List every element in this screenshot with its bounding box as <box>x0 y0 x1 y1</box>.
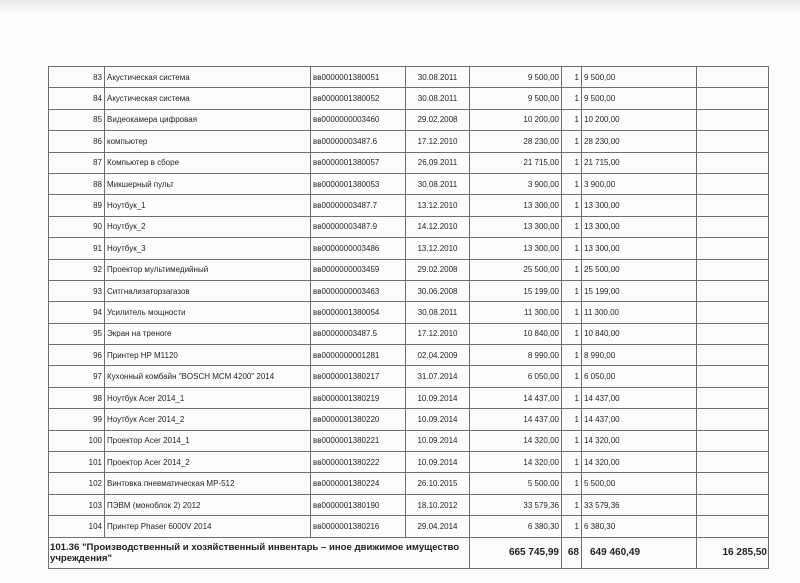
extra-cell <box>697 238 769 259</box>
item-name: Кухонный комбайн "BOSCH MCM 4200" 2014 <box>105 366 311 387</box>
quantity: 1 <box>562 131 582 152</box>
balance-value: 6 380,30 <box>582 516 697 537</box>
balance-value: 13 300,00 <box>582 216 697 237</box>
balance-value: 13 300,00 <box>582 238 697 259</box>
extra-cell <box>697 430 769 451</box>
total-qty: 68 <box>562 537 582 568</box>
balance-value: 28 230,00 <box>582 131 697 152</box>
inventory-code: вв00000003487.6 <box>311 131 406 152</box>
extra-cell <box>697 387 769 408</box>
table-row <box>49 323 769 344</box>
item-name: компьютер <box>105 131 311 152</box>
acquisition-date: 26.10.2015 <box>406 473 470 494</box>
table-row <box>49 516 769 537</box>
row-number: 86 <box>49 131 105 152</box>
quantity: 1 <box>562 345 582 366</box>
inventory-code: вв00000003487.5 <box>311 323 406 344</box>
inventory-code: вв00000003487.7 <box>311 195 406 216</box>
acquisition-date: 30.06.2008 <box>406 280 470 301</box>
balance-value: 14 437,00 <box>582 409 697 430</box>
balance-value: 14 320,00 <box>582 430 697 451</box>
cost-value: 10 840,00 <box>470 323 562 344</box>
acquisition-date: 14.12.2010 <box>406 216 470 237</box>
item-name: Принтер Phaser 6000V 2014 <box>105 516 311 537</box>
balance-value: 3 900,00 <box>582 173 697 194</box>
quantity: 1 <box>562 67 582 88</box>
cost-value: 21 715,00 <box>470 152 562 173</box>
row-number: 85 <box>49 109 105 130</box>
acquisition-date: 30.08.2011 <box>406 88 470 109</box>
balance-value: 10 200,00 <box>582 109 697 130</box>
row-number: 104 <box>49 516 105 537</box>
quantity: 1 <box>562 88 582 109</box>
inventory-code: вв00000003487.9 <box>311 216 406 237</box>
item-name: Ноутбук Acer 2014_2 <box>105 409 311 430</box>
extra-cell <box>697 216 769 237</box>
table-row <box>49 67 769 88</box>
row-number: 91 <box>49 238 105 259</box>
acquisition-date: 29.02.2008 <box>406 109 470 130</box>
total-row <box>49 537 769 568</box>
quantity: 1 <box>562 109 582 130</box>
cost-value: 25 500,00 <box>470 259 562 280</box>
item-name: Компьютер в сборе <box>105 152 311 173</box>
item-name: Ноутбук_2 <box>105 216 311 237</box>
item-name: Ноутбук_1 <box>105 195 311 216</box>
balance-value: 10 840,00 <box>582 323 697 344</box>
row-number: 89 <box>49 195 105 216</box>
table-row <box>49 494 769 515</box>
item-name: Ситгнализаторзагазов <box>105 280 311 301</box>
acquisition-date: 29.02.2008 <box>406 259 470 280</box>
row-number: 90 <box>49 216 105 237</box>
quantity: 1 <box>562 366 582 387</box>
balance-value: 14 437,00 <box>582 387 697 408</box>
extra-cell <box>697 152 769 173</box>
inventory-code: вв0000001380216 <box>311 516 406 537</box>
acquisition-date: 30.08.2011 <box>406 302 470 323</box>
inventory-code: вв0000001380220 <box>311 409 406 430</box>
quantity: 1 <box>562 516 582 537</box>
row-number: 93 <box>49 280 105 301</box>
item-name: Видеокамера цифровая <box>105 109 311 130</box>
quantity: 1 <box>562 259 582 280</box>
table-row <box>49 387 769 408</box>
extra-cell <box>697 516 769 537</box>
quantity: 1 <box>562 452 582 473</box>
row-number: 94 <box>49 302 105 323</box>
acquisition-date: 30.08.2011 <box>406 173 470 194</box>
extra-cell <box>697 131 769 152</box>
row-number: 92 <box>49 259 105 280</box>
inventory-code: вв0000001380219 <box>311 387 406 408</box>
extra-cell <box>697 280 769 301</box>
total-price: 665 745,99 <box>470 537 562 568</box>
cost-value: 3 900,00 <box>470 173 562 194</box>
quantity: 1 <box>562 280 582 301</box>
item-name: ПЭВМ (моноблок 2) 2012 <box>105 494 311 515</box>
quantity: 1 <box>562 216 582 237</box>
inventory-code: вв0000000003459 <box>311 259 406 280</box>
table-row <box>49 345 769 366</box>
cost-value: 14 437,00 <box>470 387 562 408</box>
balance-value: 6 050,00 <box>582 366 697 387</box>
acquisition-date: 18.10.2012 <box>406 494 470 515</box>
inventory-code: вв0000000003463 <box>311 280 406 301</box>
balance-value: 21 715,00 <box>582 152 697 173</box>
balance-value: 15 199,00 <box>582 280 697 301</box>
table-row <box>49 195 769 216</box>
inventory-table <box>48 66 769 569</box>
extra-cell <box>697 345 769 366</box>
row-number: 87 <box>49 152 105 173</box>
row-number: 101 <box>49 452 105 473</box>
item-name: Ноутбук_3 <box>105 238 311 259</box>
quantity: 1 <box>562 173 582 194</box>
cost-value: 15 199,00 <box>470 280 562 301</box>
row-number: 102 <box>49 473 105 494</box>
item-name: Усилитель мощности <box>105 302 311 323</box>
acquisition-date: 31.07.2014 <box>406 366 470 387</box>
quantity: 1 <box>562 387 582 408</box>
extra-cell <box>697 494 769 515</box>
item-name: Микшерный пульт <box>105 173 311 194</box>
item-name: Принтер HP M1120 <box>105 345 311 366</box>
scan-shadow <box>0 0 800 14</box>
acquisition-date: 29.04.2014 <box>406 516 470 537</box>
acquisition-date: 26.09.2011 <box>406 152 470 173</box>
quantity: 1 <box>562 152 582 173</box>
row-number: 84 <box>49 88 105 109</box>
acquisition-date: 10.09.2014 <box>406 452 470 473</box>
table-row <box>49 409 769 430</box>
table-row <box>49 216 769 237</box>
table-row <box>49 302 769 323</box>
table-row <box>49 238 769 259</box>
table-row <box>49 473 769 494</box>
cost-value: 28 230,00 <box>470 131 562 152</box>
acquisition-date: 30.08.2011 <box>406 67 470 88</box>
inventory-code: вв0000001380190 <box>311 494 406 515</box>
inventory-code: вв0000001380053 <box>311 173 406 194</box>
cost-value: 14 320,00 <box>470 430 562 451</box>
acquisition-date: 13.12.2010 <box>406 238 470 259</box>
row-number: 98 <box>49 387 105 408</box>
item-name: Акустическая система <box>105 88 311 109</box>
row-number: 88 <box>49 173 105 194</box>
quantity: 1 <box>562 195 582 216</box>
extra-cell <box>697 67 769 88</box>
inventory-code: вв0000000001281 <box>311 345 406 366</box>
table-row <box>49 152 769 173</box>
quantity: 1 <box>562 409 582 430</box>
extra-cell <box>697 366 769 387</box>
cost-value: 8 990,00 <box>470 345 562 366</box>
inventory-code: вв0000000003460 <box>311 109 406 130</box>
row-number: 100 <box>49 430 105 451</box>
acquisition-date: 02.04.2009 <box>406 345 470 366</box>
cost-value: 6 380,30 <box>470 516 562 537</box>
table-body <box>49 67 769 538</box>
row-number: 97 <box>49 366 105 387</box>
item-name: Проектор Acer 2014_2 <box>105 452 311 473</box>
cost-value: 14 437,00 <box>470 409 562 430</box>
extra-cell <box>697 323 769 344</box>
cost-value: 9 500,00 <box>470 67 562 88</box>
extra-cell <box>697 195 769 216</box>
table-row <box>49 366 769 387</box>
cost-value: 33 579,36 <box>470 494 562 515</box>
balance-value: 13 300,00 <box>582 195 697 216</box>
inventory-code: вв0000001380052 <box>311 88 406 109</box>
extra-cell <box>697 88 769 109</box>
table-row <box>49 430 769 451</box>
cost-value: 6 050,00 <box>470 366 562 387</box>
total-label: 101.36 "Производственный и хозяйственный инвентарь – иное движимое имущество учреждения" <box>49 537 470 568</box>
row-number: 83 <box>49 67 105 88</box>
row-number: 103 <box>49 494 105 515</box>
acquisition-date: 17.12.2010 <box>406 323 470 344</box>
acquisition-date: 13.12.2010 <box>406 195 470 216</box>
row-number: 96 <box>49 345 105 366</box>
balance-value: 14 320,00 <box>582 452 697 473</box>
item-name: Акустическая система <box>105 67 311 88</box>
cost-value: 14 320,00 <box>470 452 562 473</box>
total-extra: 16 285,50 <box>697 537 769 568</box>
cost-value: 13 300,00 <box>470 216 562 237</box>
inventory-code: вв0000001380054 <box>311 302 406 323</box>
item-name: Винтовка пневматическая MP-512 <box>105 473 311 494</box>
row-number: 95 <box>49 323 105 344</box>
inventory-code: вв0000001380217 <box>311 366 406 387</box>
extra-cell <box>697 409 769 430</box>
acquisition-date: 10.09.2014 <box>406 387 470 408</box>
item-name: Проектор мультимедийный <box>105 259 311 280</box>
item-name: Проектор Acer 2014_1 <box>105 430 311 451</box>
extra-cell <box>697 452 769 473</box>
balance-value: 9 500,00 <box>582 88 697 109</box>
cost-value: 5 500,00 <box>470 473 562 494</box>
balance-value: 8 990,00 <box>582 345 697 366</box>
inventory-code: вв0000001380051 <box>311 67 406 88</box>
table-row <box>49 131 769 152</box>
balance-value: 25 500,00 <box>582 259 697 280</box>
quantity: 1 <box>562 323 582 344</box>
cost-value: 11 300,00 <box>470 302 562 323</box>
quantity: 1 <box>562 302 582 323</box>
cost-value: 13 300,00 <box>470 238 562 259</box>
acquisition-date: 10.09.2014 <box>406 409 470 430</box>
item-name: Экран на треноге <box>105 323 311 344</box>
quantity: 1 <box>562 430 582 451</box>
cost-value: 10 200,00 <box>470 109 562 130</box>
acquisition-date: 10.09.2014 <box>406 430 470 451</box>
table-row <box>49 280 769 301</box>
table-row <box>49 109 769 130</box>
balance-value: 5 500,00 <box>582 473 697 494</box>
cost-value: 13 300,00 <box>470 195 562 216</box>
quantity: 1 <box>562 494 582 515</box>
balance-value: 9 500,00 <box>582 67 697 88</box>
inventory-code: вв0000001380224 <box>311 473 406 494</box>
table-row <box>49 259 769 280</box>
inventory-code: вв0000001380057 <box>311 152 406 173</box>
total-sum: 649 460,49 <box>582 537 697 568</box>
acquisition-date: 17.12.2010 <box>406 131 470 152</box>
quantity: 1 <box>562 238 582 259</box>
balance-value: 33 579,36 <box>582 494 697 515</box>
extra-cell <box>697 302 769 323</box>
row-number: 99 <box>49 409 105 430</box>
table-row <box>49 88 769 109</box>
extra-cell <box>697 173 769 194</box>
table-row <box>49 173 769 194</box>
item-name: Ноутбук Acer 2014_1 <box>105 387 311 408</box>
inventory-code: вв0000001380221 <box>311 430 406 451</box>
inventory-code: вв0000000003486 <box>311 238 406 259</box>
balance-value: 11 300,00 <box>582 302 697 323</box>
table-row <box>49 452 769 473</box>
quantity: 1 <box>562 473 582 494</box>
extra-cell <box>697 259 769 280</box>
cost-value: 9 500,00 <box>470 88 562 109</box>
extra-cell <box>697 473 769 494</box>
extra-cell <box>697 109 769 130</box>
inventory-code: вв0000001380222 <box>311 452 406 473</box>
